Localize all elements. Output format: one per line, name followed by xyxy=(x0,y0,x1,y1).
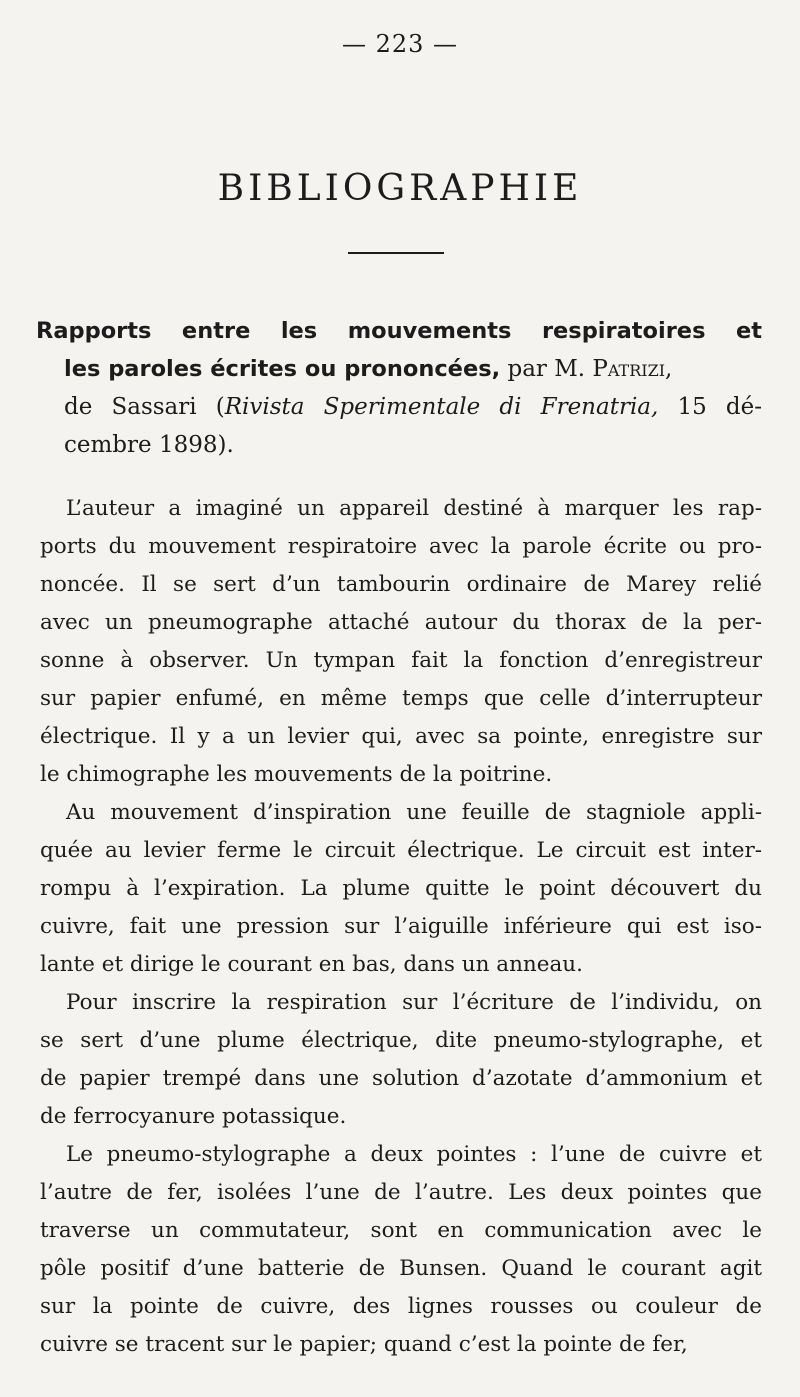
article-header xyxy=(36,312,762,464)
article-journal: Rivista Sperimentale di Frenatria, xyxy=(224,394,659,420)
paragraph xyxy=(40,794,762,984)
text-line: l’autre de fer, isolées l’une de l’autre. Les deux pointes que xyxy=(40,1180,762,1205)
text-line: sonne à observer. Un tympan fait la fonction d’enregistreur xyxy=(40,648,762,673)
text-line: cuivre se tracent sur le papier; quand c’est la pointe de fer, xyxy=(40,1332,688,1357)
article-source-prefix: de Sassari ( xyxy=(64,394,225,420)
text-line: électrique. Il y a un levier qui, avec sa pointe, enregistre sur xyxy=(40,724,762,749)
text-line: sur la pointe de cuivre, des lignes rousses ou couleur de xyxy=(40,1294,762,1319)
article-date-line: cembre 1898). xyxy=(64,432,234,458)
body-text xyxy=(40,490,762,1364)
text-line: se sert d’une plume électrique, dite pneumo-stylographe, et xyxy=(40,1028,762,1053)
page-number: — 223 — xyxy=(341,30,459,58)
text-line: Pour inscrire la respiration sur l’écriture de l’individu, on xyxy=(66,990,762,1015)
article-source-line xyxy=(36,388,762,426)
text-line: de papier trempé dans une solution d’azotate d’ammonium et xyxy=(40,1066,762,1091)
text-line: avec un pneumographe attaché autour du thorax de la per- xyxy=(40,610,762,635)
text-line: Au mouvement d’inspiration une feuille de stagniole appli- xyxy=(66,800,762,825)
article-author: Patrizi, xyxy=(592,356,673,382)
text-line: pôle positif d’une batterie de Bunsen. Quand le courant agit xyxy=(40,1256,762,1281)
text-line: traverse un commutateur, sont en communication avec le xyxy=(40,1218,762,1243)
text-line: lante et dirige le courant en bas, dans un anneau. xyxy=(40,952,583,977)
text-line: de ferrocyanure potassique. xyxy=(40,1104,347,1129)
text-line: noncée. Il se sert d’un tambourin ordinaire de Marey relié xyxy=(40,572,762,597)
text-line: L’auteur a imaginé un appareil destiné à marquer les rap- xyxy=(66,496,762,521)
text-line: quée au levier ferme le circuit électrique. Le circuit est inter- xyxy=(40,838,762,863)
paragraph xyxy=(40,984,762,1136)
article-date-part: 15 dé- xyxy=(658,394,762,420)
heading-rule xyxy=(348,252,444,254)
article-title-part-2: les paroles écrites ou prononcées, xyxy=(64,356,501,382)
paragraph xyxy=(40,1136,762,1364)
article-by: par M. xyxy=(500,356,593,382)
text-line: ports du mouvement respiratoire avec la parole écrite ou pro- xyxy=(40,534,762,559)
paragraph xyxy=(40,490,762,794)
section-heading: BIBLIOGRAPHIE xyxy=(217,168,583,209)
text-line: sur papier enfumé, en même temps que celle d’interrupteur xyxy=(40,686,762,711)
text-line: le chimographe les mouvements de la poitrine. xyxy=(40,762,553,787)
text-line: cuivre, fait une pression sur l’aiguille inférieure qui est iso- xyxy=(40,914,762,939)
text-line: rompu à l’expiration. La plume quitte le point découvert du xyxy=(40,876,762,901)
article-title-line-1: Rapports entre les mouvements respiratoires et xyxy=(36,318,762,344)
text-line: Le pneumo-stylographe a deux pointes : l’une de cuivre et xyxy=(66,1142,762,1167)
article-title-line-2 xyxy=(36,350,762,388)
